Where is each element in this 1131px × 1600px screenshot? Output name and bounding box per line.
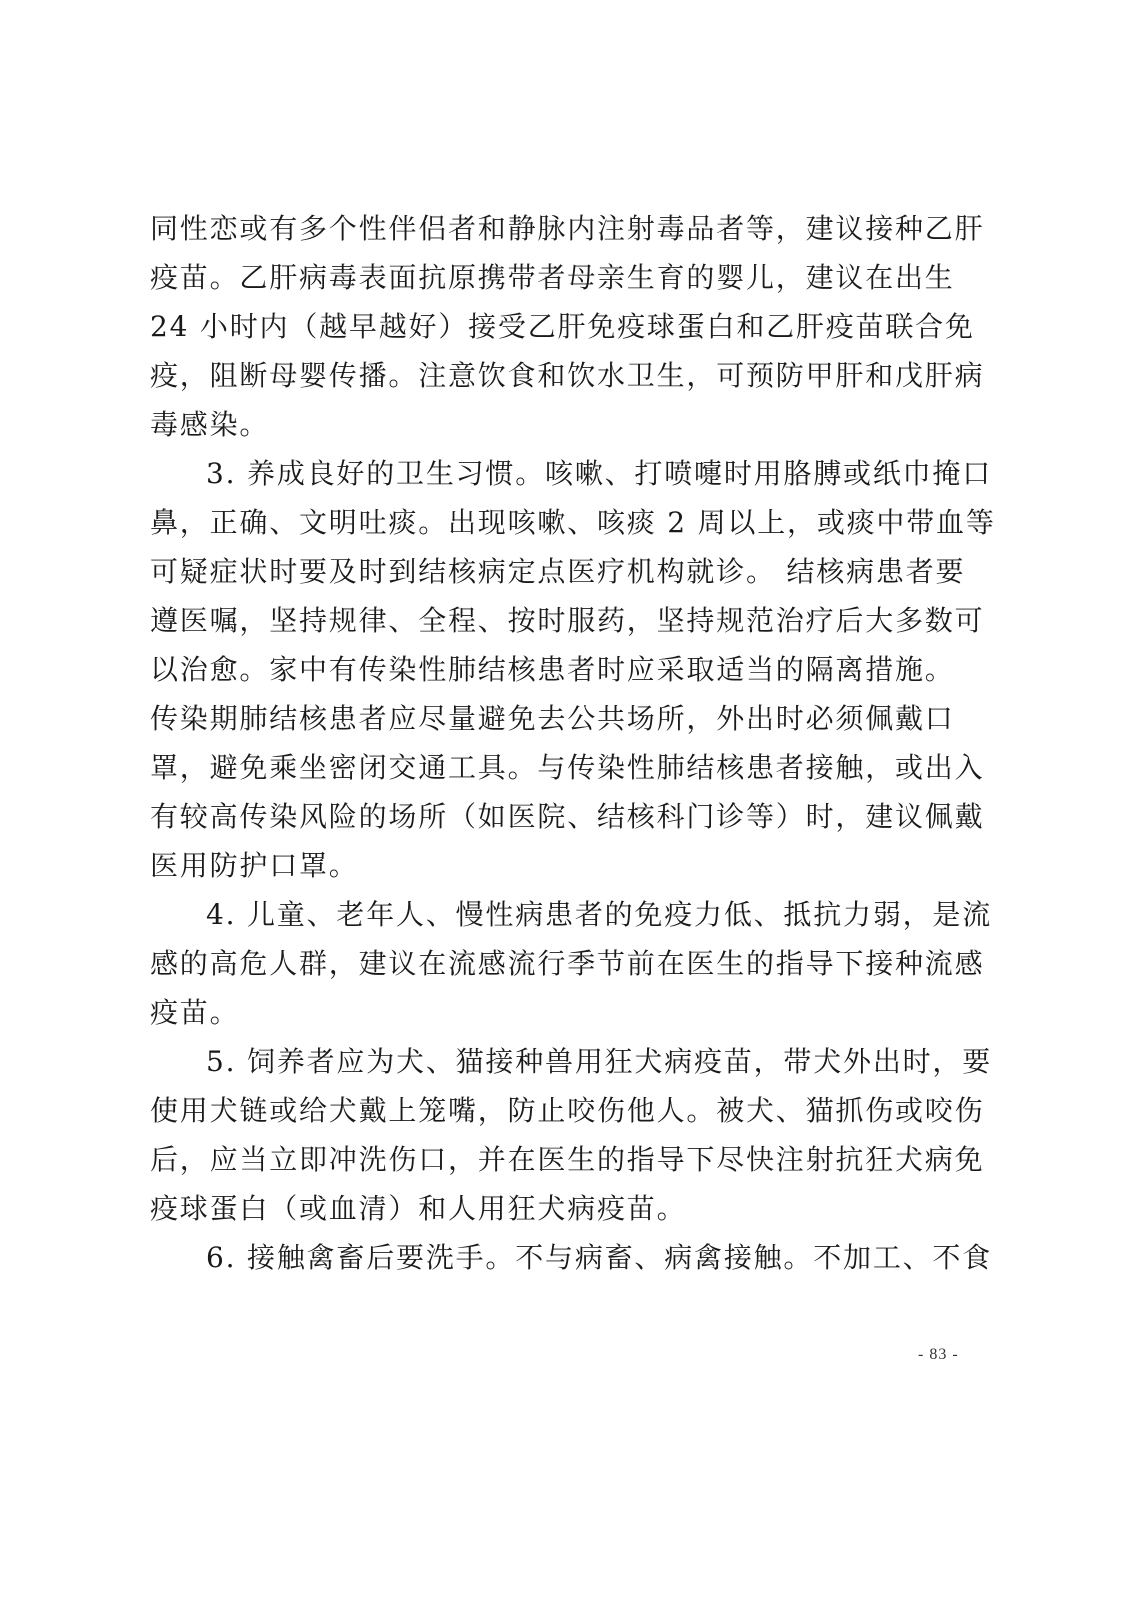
page-number: - 83 - (918, 1346, 959, 1363)
text-line: 有较高传染风险的场所（如医院、结核科门诊等）时，建议佩戴 (150, 800, 985, 833)
text-line: 疫苗。乙肝病毒表面抗原携带者母亲生育的婴儿，建议在出生 (150, 261, 955, 294)
text-line: 医用防护口罩。 (150, 849, 359, 882)
text-line: 24 小时内（越早越好）接受乙肝免疫球蛋白和乙肝疫苗联合免 (150, 310, 975, 343)
text-line: 疫苗。 (150, 996, 240, 1029)
text-line: 毒感染。 (150, 408, 270, 441)
text-line: 鼻，正确、文明吐痰。出现咳嗽、咳痰 2 周以上，或痰中带血等 (150, 506, 996, 539)
paragraph-first-line: 3. 养成良好的卫生习惯。咳嗽、打喷嚏时用胳膊或纸巾掩口 (206, 457, 993, 490)
text-line: 疫，阻断母婴传播。注意饮食和饮水卫生，可预防甲肝和戊肝病 (150, 359, 985, 392)
text-line: 使用犬链或给犬戴上笼嘴，防止咬伤他人。被犬、猫抓伤或咬伤 (150, 1094, 985, 1127)
text-line: 以治愈。家中有传染性肺结核患者时应采取适当的隔离措施。 (150, 653, 955, 686)
text-line: 可疑症状时要及时到结核病定点医疗机构就诊。 结核病患者要 (150, 555, 966, 588)
text-line: 疫球蛋白（或血清）和人用狂犬病疫苗。 (150, 1192, 687, 1225)
text-line: 罩，避免乘坐密闭交通工具。与传染性肺结核患者接触，或出入 (150, 751, 985, 784)
paragraph-first-line: 6. 接触禽畜后要洗手。不与病畜、病禽接触。不加工、不食 (206, 1241, 993, 1274)
text-line: 同性恋或有多个性伴侣者和静脉内注射毒品者等，建议接种乙肝 (150, 212, 985, 245)
text-line: 遵医嘱，坚持规律、全程、按时服药，坚持规范治疗后大多数可 (150, 604, 985, 637)
text-line: 传染期肺结核患者应尽量避免去公共场所，外出时必须佩戴口 (150, 702, 955, 735)
paragraph-first-line: 5. 饲养者应为犬、猫接种兽用狂犬病疫苗，带犬外出时，要 (206, 1045, 993, 1078)
text-line: 感的高危人群，建议在流感流行季节前在医生的指导下接种流感 (150, 947, 985, 980)
paragraph-first-line: 4. 儿童、老年人、慢性病患者的免疫力低、抵抗力弱，是流 (206, 898, 993, 931)
body-text (150, 204, 996, 1282)
text-line: 后，应当立即冲洗伤口，并在医生的指导下尽快注射抗狂犬病免 (150, 1143, 985, 1176)
